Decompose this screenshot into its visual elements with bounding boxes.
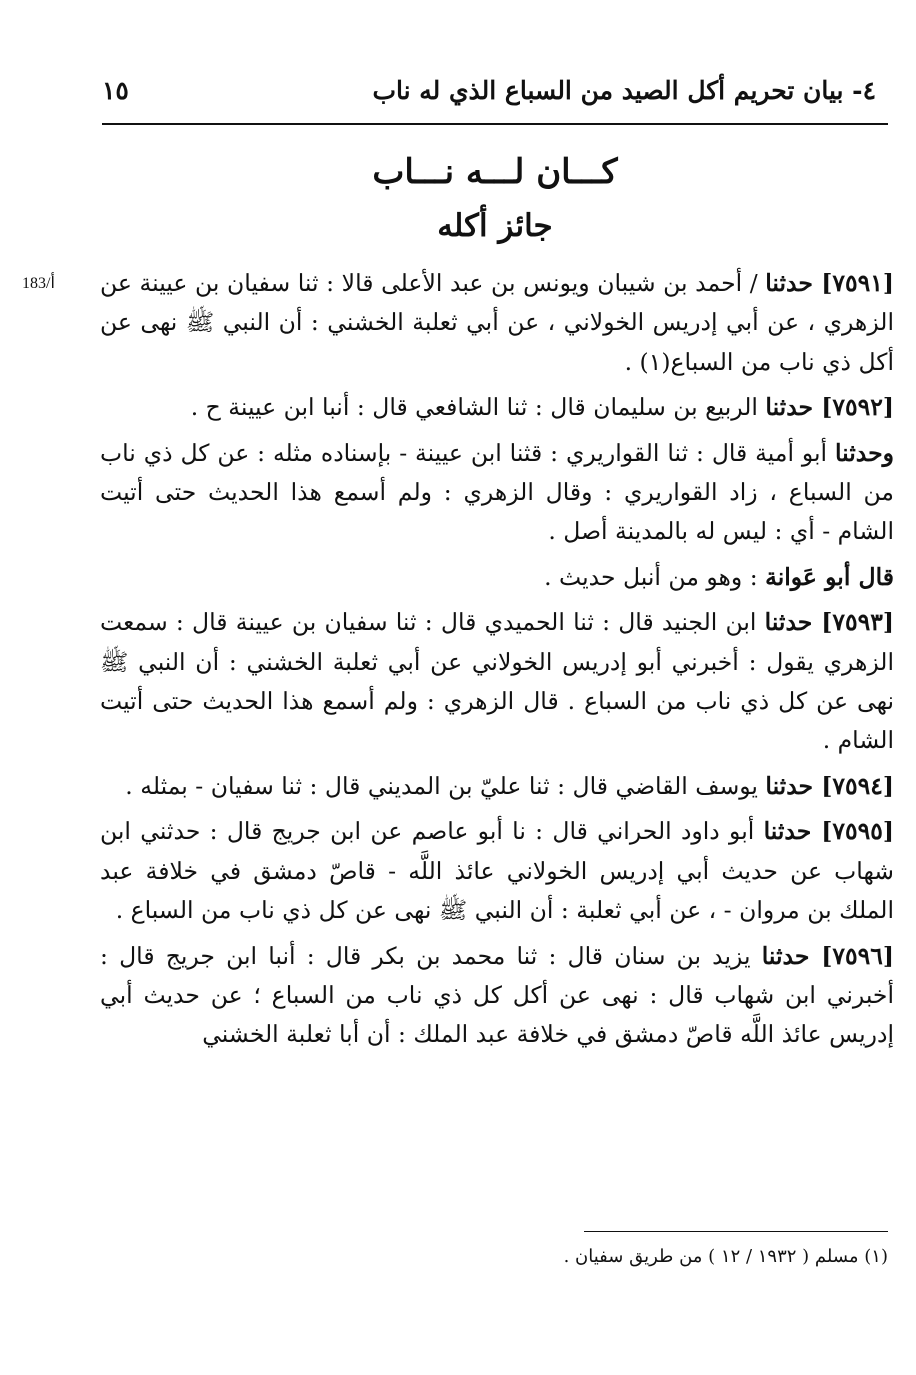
hadith-7592-second-chain bbox=[100, 434, 894, 552]
hadith-7591 bbox=[100, 264, 894, 382]
hadith-lead: [٧٥٩٢] حدثنا bbox=[765, 393, 894, 422]
hadith-7596 bbox=[100, 937, 894, 1055]
section-heading-line1: كـــان لـــه نـــاب bbox=[372, 152, 618, 192]
section-heading-line2: جائز أكله bbox=[437, 208, 553, 244]
footnote: (١) مسلم ( ١٩٣٢ / ١٢ ) من طريق سفيان . bbox=[563, 1246, 888, 1267]
hadith-lead: [٧٥٩٤] حدثنا bbox=[765, 771, 894, 800]
hadith-body: الربيع بن سليمان قال : ثنا الشافعي قال : أنبا ابن عيينة ح . bbox=[190, 393, 766, 422]
comment-body: : وهو من أنبل حديث . bbox=[544, 562, 766, 591]
hadith-lead: [٧٥٩٣] حدثنا bbox=[764, 608, 894, 637]
running-header bbox=[102, 72, 886, 112]
comment-lead: قال أبو عَوانة bbox=[765, 562, 894, 591]
hadith-body: يوسف القاضي قال : ثنا عليّ بن المديني قال : ثنا سفيان - بمثله . bbox=[125, 771, 766, 800]
hadith-body: أبو أمية قال : ثنا القواريري : قثنا ابن عيينة - بإسناده مثله : عن كل ذي ناب من السباع ، زاد القواريري : وقال الزهري : ولم أسمع هذا الحديث حتى أتيت الشام - أي : ليس له بالمدينة أصل . bbox=[100, 438, 894, 546]
page-number: ١٥ bbox=[102, 76, 129, 105]
abu-awana-comment bbox=[100, 558, 894, 597]
chapter-title: ٤- بيان تحريم أكل الصيد من السباع الذي له ناب bbox=[372, 76, 876, 105]
manuscript-folio-note: 183/أ bbox=[22, 275, 55, 292]
hadith-lead: [٧٥٩٥] حدثنا bbox=[763, 817, 894, 846]
hadith-body: أبو داود الحراني قال : نا أبو عاصم عن ابن جريج قال : حدثني ابن شهاب عن حديث أبي إدريس الخولاني عائذ اللَّه - قاصّ دمشق في خلافة عبد الملك بن مروان - ، عن أبي ثعلبة : أن النبي ﷺ نهى عن كل ذي ناب من السباع . bbox=[100, 817, 894, 925]
hadith-body: / أحمد بن شيبان ويونس بن عبد الأعلى قالا : ثنا سفيان بن عيينة عن الزهري ، عن أبي إدريس الخولاني ، عن أبي ثعلبة الخشني : أن النبي ﷺ نهى عن أكل ذي ناب من السباع(١) . bbox=[100, 269, 894, 376]
hadith-lead: [٧٥٩١] حدثنا bbox=[765, 269, 894, 297]
hadith-lead: وحدثنا bbox=[834, 438, 894, 467]
footnote-divider bbox=[584, 1231, 888, 1232]
hadith-lead: [٧٥٩٦] حدثنا bbox=[761, 941, 894, 970]
header-divider bbox=[102, 123, 888, 125]
hadith-body: ابن الجنيد قال : ثنا الحميدي قال : ثنا سفيان بن عيينة قال : سمعت الزهري يقول : أخبرني أبو إدريس الخولاني عن أبي ثعلبة الخشني : أن النبي ﷺ نهى عن كل ذي ناب من السباع . قال الزهري : ولم أسمع هذا الحديث حتى أتيت الشام . bbox=[100, 608, 894, 755]
hadith-text-body bbox=[100, 264, 894, 1061]
hadith-7595 bbox=[100, 812, 894, 930]
hadith-7593 bbox=[100, 603, 894, 761]
hadith-7594 bbox=[100, 767, 894, 806]
hadith-7592 bbox=[100, 388, 894, 427]
hadith-body: يزيد بن سنان قال : ثنا محمد بن بكر قال : أنبا ابن جريج قال : أخبرني ابن شهاب قال : نهى عن أكل كل ذي ناب من السباع ؛ عن حديث أبي إدريس عائذ اللَّه قاصّ دمشق في خلافة عبد الملك : أن أبا ثعلبة الخشني bbox=[100, 941, 894, 1049]
